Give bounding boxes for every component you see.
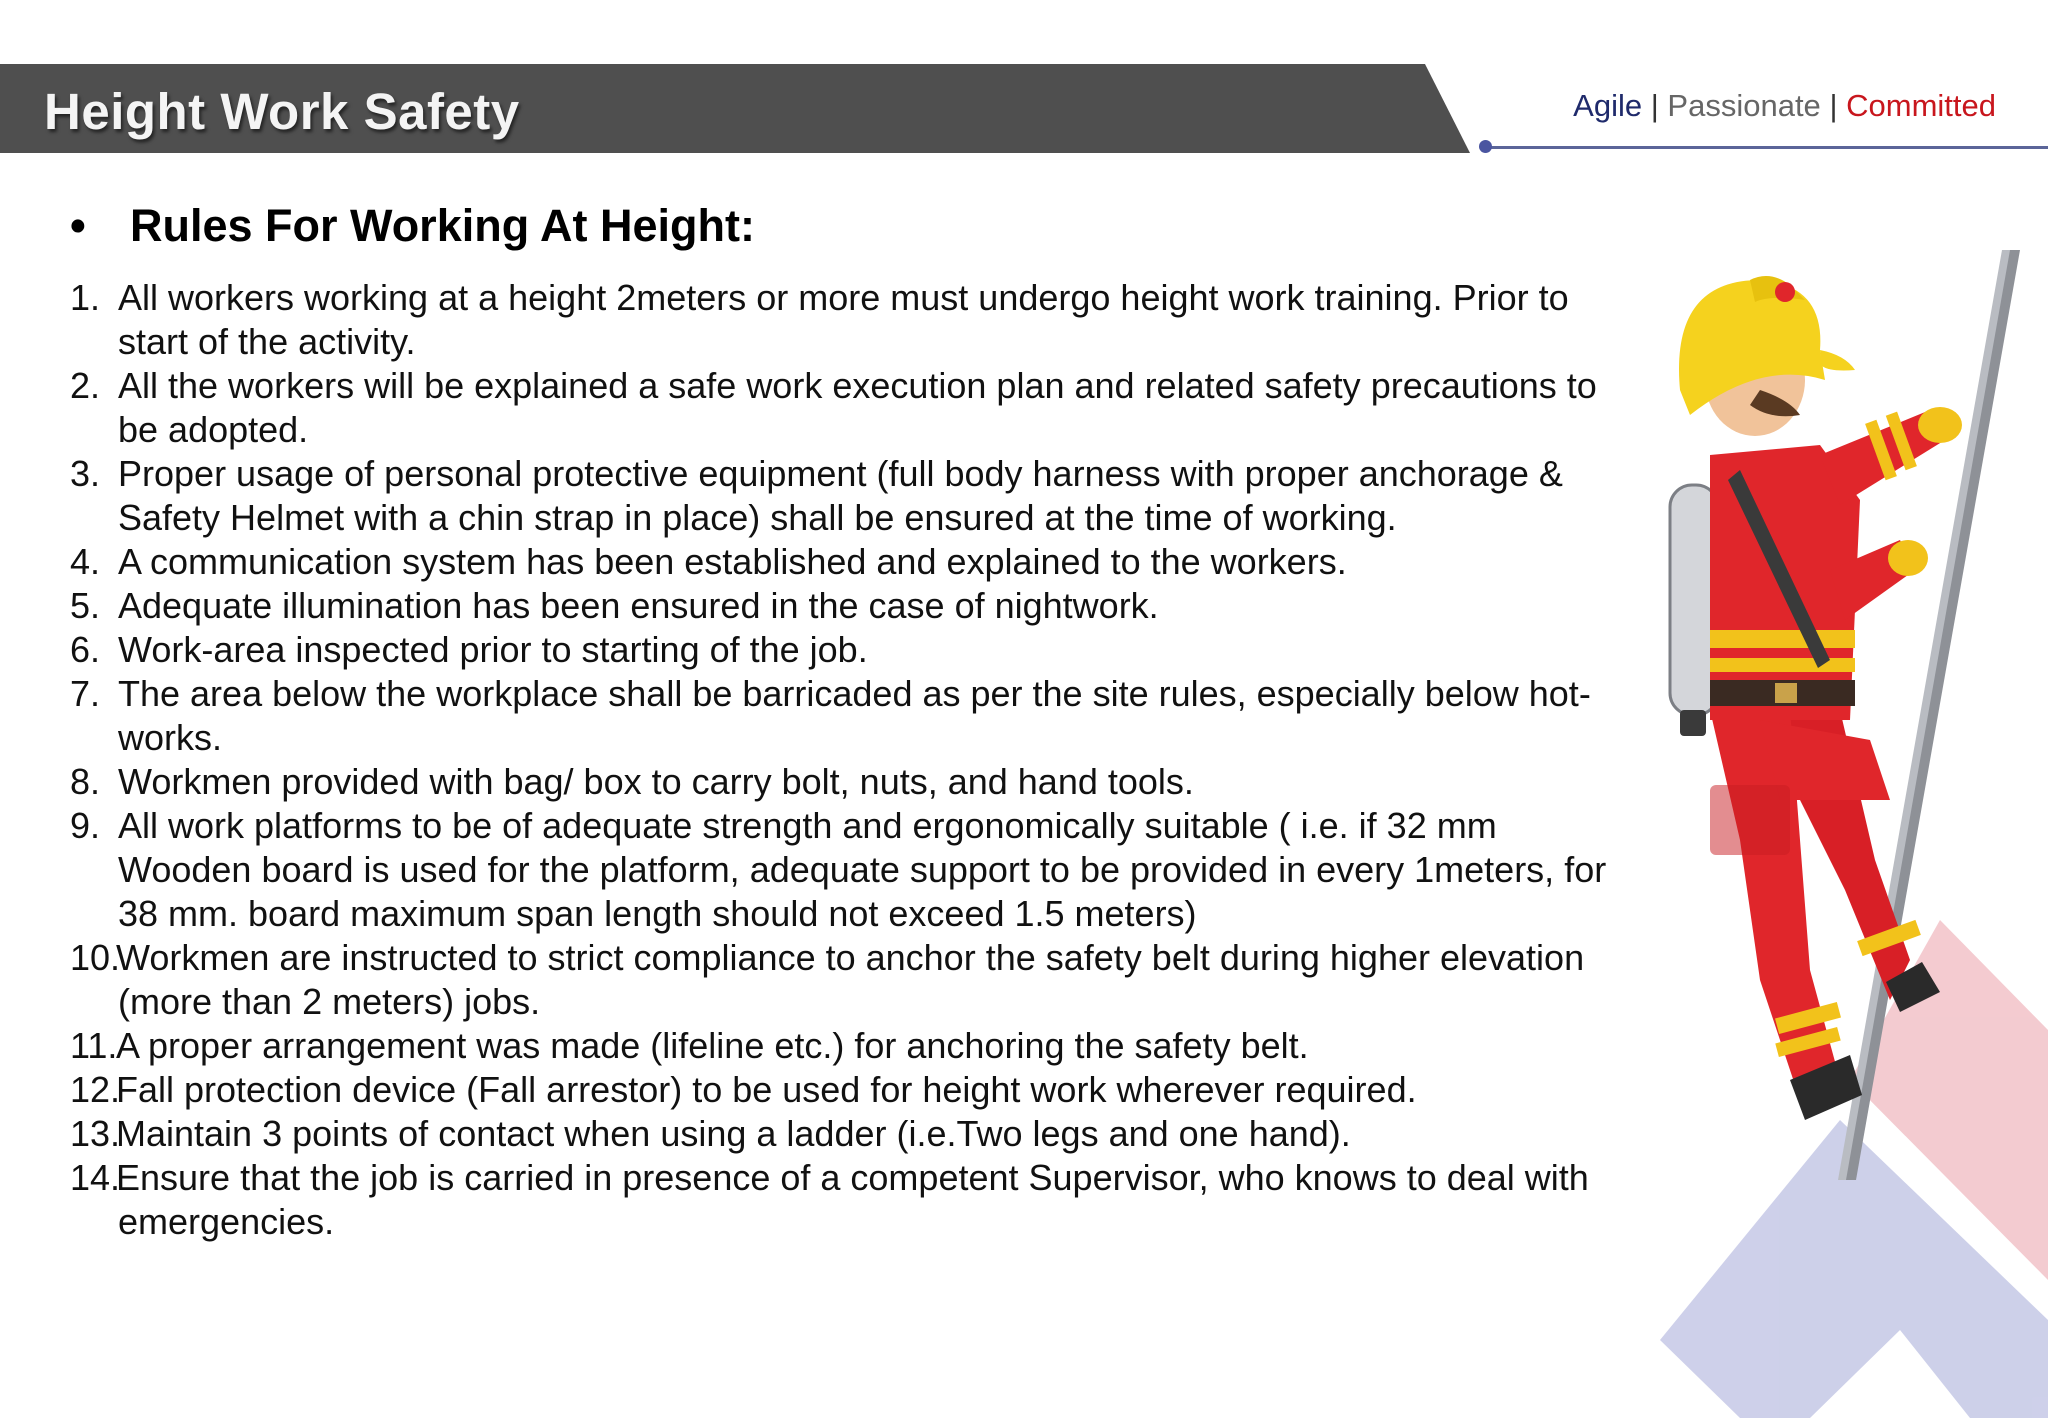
section-heading bbox=[70, 200, 755, 252]
list-item bbox=[70, 584, 1640, 628]
list-item bbox=[70, 452, 1640, 540]
list-item bbox=[70, 1068, 1640, 1112]
list-item-number: 9. bbox=[70, 805, 101, 846]
list-item-number: 14. bbox=[70, 1157, 121, 1198]
firefighter-icon bbox=[1670, 276, 1962, 1120]
tagline-separator: | bbox=[1650, 88, 1659, 123]
list-item-text: Work-area inspected prior to starting of the job. bbox=[118, 629, 868, 670]
heading-text: Rules For Working At Height: bbox=[130, 200, 755, 251]
tagline-agile: Agile bbox=[1573, 88, 1643, 123]
list-item-text: Workmen are instructed to strict compliance to anchor the safety belt during higher elevation (more than 2 meters) jobs. bbox=[116, 937, 1585, 1022]
list-item bbox=[70, 1024, 1640, 1068]
firefighter-climbing-ladder-icon bbox=[1640, 240, 2048, 1418]
list-item-number: 8. bbox=[70, 761, 101, 802]
rules-list bbox=[70, 276, 1640, 1244]
list-item bbox=[70, 628, 1640, 672]
list-item-text: A communication system has been established and explained to the workers. bbox=[118, 541, 1347, 582]
list-item-text: All work platforms to be of adequate strength and ergonomically suitable ( i.e. if 32 mm Wooden board is used for the platform, adequate support to be provided in every 1meters, for 38 mm. board maximum span length should not exceed 1.5 meters) bbox=[118, 805, 1607, 934]
list-item-number: 1. bbox=[70, 277, 101, 318]
list-item-text: Adequate illumination has been ensured in the case of nightwork. bbox=[118, 585, 1159, 626]
list-item-text: Ensure that the job is carried in presence of a competent Supervisor, who knows to deal with emergencies. bbox=[116, 1157, 1589, 1242]
list-item-text: A proper arrangement was made (lifeline etc.) for anchoring the safety belt. bbox=[116, 1025, 1309, 1066]
list-item-number: 4. bbox=[70, 541, 101, 582]
list-item bbox=[70, 760, 1640, 804]
list-item-text: Proper usage of personal protective equipment (full body harness with proper anchorage & Safety Helmet with a chin strap in place) shall be ensured at the time of working. bbox=[118, 453, 1563, 538]
list-item bbox=[70, 1156, 1640, 1244]
list-item-text: All workers working at a height 2meters or more must undergo height work training. Prior to start of the activity. bbox=[118, 277, 1569, 362]
page-title: Height Work Safety bbox=[44, 83, 520, 140]
list-item-text: Maintain 3 points of contact when using a ladder (i.e.Two legs and one hand). bbox=[116, 1113, 1351, 1154]
list-item-number: 12. bbox=[70, 1069, 121, 1110]
tagline-committed: Committed bbox=[1846, 88, 1996, 123]
list-item-number: 13. bbox=[70, 1113, 121, 1154]
list-item bbox=[70, 540, 1640, 584]
list-item bbox=[70, 936, 1640, 1024]
tagline bbox=[1573, 88, 1996, 124]
list-item-text: Workmen provided with bag/ box to carry bolt, nuts, and hand tools. bbox=[118, 761, 1194, 802]
list-item-number: 2. bbox=[70, 365, 101, 406]
list-item-text: The area below the workplace shall be barricaded as per the site rules, especially below hot-works. bbox=[118, 673, 1591, 758]
list-item-text: Fall protection device (Fall arrestor) to be used for height work wherever required. bbox=[116, 1069, 1417, 1110]
tagline-passionate: Passionate bbox=[1667, 88, 1821, 123]
list-item-number: 6. bbox=[70, 629, 101, 670]
list-item-number: 7. bbox=[70, 673, 101, 714]
list-item bbox=[70, 276, 1640, 364]
list-item bbox=[70, 804, 1640, 936]
list-item-number: 11. bbox=[70, 1025, 118, 1066]
list-item-number: 3. bbox=[70, 453, 101, 494]
list-item-number: 10. bbox=[70, 937, 121, 978]
heading-bullet: • bbox=[70, 200, 86, 251]
list-item bbox=[70, 672, 1640, 760]
list-item bbox=[70, 364, 1640, 452]
list-item bbox=[70, 1112, 1640, 1156]
header-divider bbox=[1486, 146, 2048, 149]
tagline-separator: | bbox=[1829, 88, 1838, 123]
header-divider-dot bbox=[1479, 140, 1492, 153]
list-item-text: All the workers will be explained a safe work execution plan and related safety precautions to be adopted. bbox=[118, 365, 1597, 450]
list-item-number: 5. bbox=[70, 585, 101, 626]
